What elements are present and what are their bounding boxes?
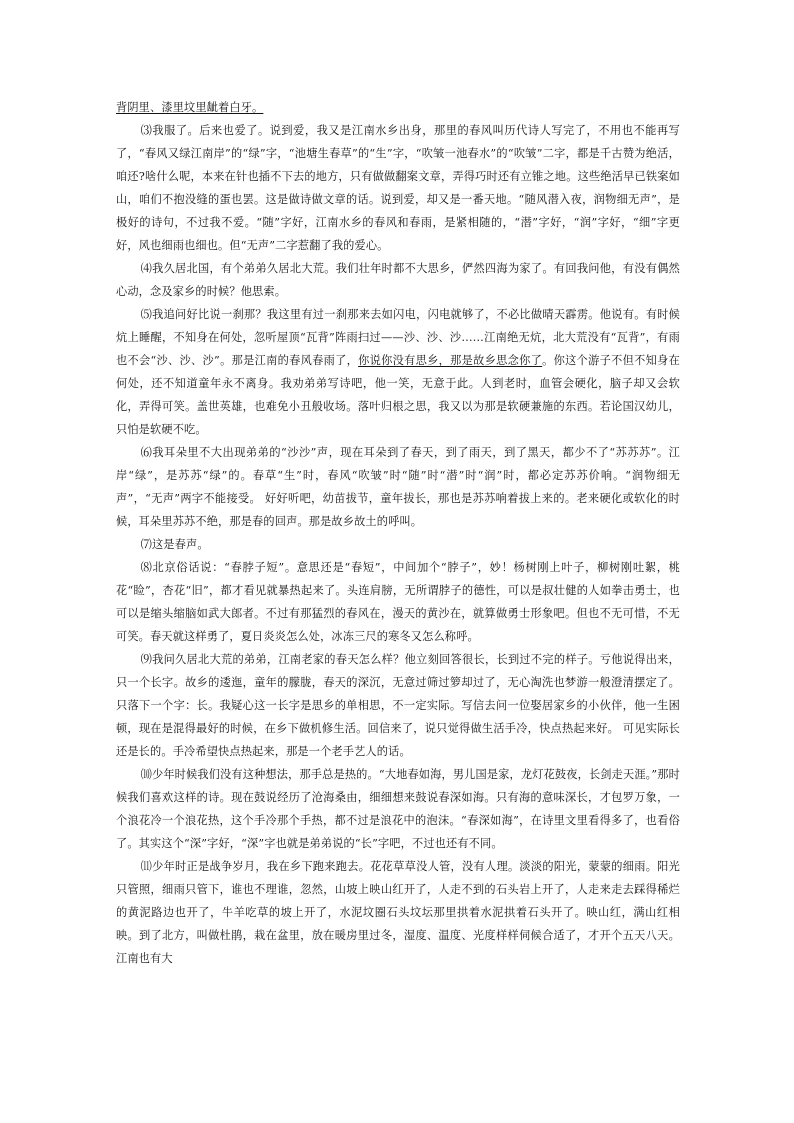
paragraph-10	[116, 763, 680, 855]
paragraph-9	[116, 648, 680, 763]
paragraph-text: ⑷我久居北国，有个弟弟久居北大荒。我们壮年时都不大思乡，俨然四海为家了。有回我问他，有没有偶然心动，念及家乡的时候？他思索。	[116, 262, 680, 298]
paragraph-7	[116, 533, 680, 556]
paragraph-text: ⑹我耳朵里不大出现弟弟的“沙沙”声，现在耳朵到了春天，到了雨天，到了黑天，都少不了“苏苏苏”。江岸“绿”，是苏苏“绿”的。春草“生”时，春风“吹皱”时“随”时“潜”时“润”时，都必定苏苏价响。“润物细无声”，“无声”两字不能接受。 好好听吧，幼苗拔节，童年拔长，那也是苏苏响着拔上来的。老来硬化或软化的时候，耳朵里苏苏不绝，那是春的回声。那是故乡故土的呼叫。	[116, 446, 680, 528]
paragraph-text: ⑾少年时正是战争岁月，我在乡下跑来跑去。花花草草没人管，没有人理。淡淡的阳光，蒙蒙的细雨。阳光只管照，细雨只管下，谁也不理谁，忽然，山坡上映山红开了，人走不到的石头岩上开了，人走来走去踩得稀烂的黄泥路边也开了，牛羊吃草的坡上开了，水泥坟圈石头坟坛那里拱着水泥拱着石头开了。映山红，满山红相映。到了北方，叫做杜鹃，栽在盆里，放在暖房里过冬，湿度、温度、光度样样伺候合适了，才开个五天八天。 江南也有大	[116, 860, 680, 965]
article-body	[116, 96, 680, 970]
paragraph-text: ⑺这是春声。	[140, 538, 209, 551]
paragraph-text: 背阴里、漆里坟里龇着白牙。	[116, 101, 264, 114]
paragraph-text: ⑼我问久居北大荒的弟弟，江南老家的春天怎么样？他立刻回答很长，长到过不完的样子。亏他说得出来，只一个长字。故乡的逶迤，童年的朦胧，春天的深沉，无意过筛过箩却过了，无心淘洗也梦游一般澄清摆定了。只落下一个字：长。我疑心这一长字是思乡的单相思，不一定实际。写信去问一位娶居家乡的小伙伴，他一生困顿，现在是混得最好的时候，在乡下做机修生活。回信来了，说只觉得做生活手冷，快点热起来好。 可见实际长还是长的。手冷希望快点热起来，那是一个老手艺人的话。	[116, 653, 680, 758]
paragraph-4	[116, 257, 680, 303]
paragraph-11	[116, 855, 680, 970]
paragraph-3	[116, 119, 680, 257]
paragraph-text: ⑸我追问好比说一刹那？我这里有过一刹那来去如闪电，闪电就够了，不必比做晴天霹雳。他说有。有时候炕上睡醒，不知身在何处，忽听屋顶“瓦背”阵雨扫过——沙、沙、沙……江南绝无炕，北大荒没有“瓦背”，有雨也不会“沙、沙、沙”。那是江南的春风春雨了，	[116, 308, 680, 367]
paragraph-text: 。你这个游子不但不知身在何处，还不知道童年永不离身。我劝弟弟写诗吧，他一笑，无意于此。人到老时，血管会硬化，脑子却又会软化，弄得可笑。盖世英雄，也难免小丑般收场。落叶归根之思，我又以为那是软硬兼施的东西。若论国汉幼儿，只怕是软硬不吃。	[116, 354, 680, 436]
paragraph-5	[116, 303, 680, 441]
paragraph-6	[116, 441, 680, 533]
underlined-sentence: 你说你没有思乡，那是故乡思念你了	[358, 354, 543, 367]
paragraph-continuation	[116, 96, 680, 119]
paragraph-8	[116, 556, 680, 648]
paragraph-text: ⑶我服了。后来也爱了。说到爱，我又是江南水乡出身，那里的春风叫历代诗人写完了，不用也不能再写了，“春风又绿江南岸”的“绿”字，“池塘生春草”的“生”字，“吹皱一池春水”的“吹皱”二字，都是千古赞为绝活，咱还?啥什么呢，本来在针也插不下去的地方，只有做做翻案文章，弄得巧时还有立锥之地。这些绝活早已铁案如山，咱们不抱没缝的蛋也罢。这是做诗做文章的话。说到爱，却又是一番天地。“随风潜入夜，润物细无声”，是极好的诗句，不过我不爱。“随”字好，江南水乡的春风和春雨，是紧相随的，“潜”字好，“润”字好，“细”字更好，风也细雨也细也。但“无声”二字惹翻了我的爱心。	[116, 124, 680, 252]
paragraph-text: ⑽少年时候我们没有这种想法，那手总是热的。“大地春如海，男儿国是家，龙灯花鼓夜，长剑走天涯。”那时候我们喜欢这样的诗。现在鼓说经历了沧海桑由，细细想来鼓说春深如海。只有海的意味深长，才包罗万象，一个浪花冷一个浪花热，这个手冷那个手热，都不过是浪花中的泡沫。“春深如海”，在诗里文里看得多了，也看俗了。其实这个“深”字好，“深”字也就是弟弟说的“长”字吧，不过也还有不同。	[116, 768, 680, 850]
paragraph-text: ⑻北京俗话说：“春脖子短”。意思还是“春短”，中间加个“脖子”，妙！杨树刚上叶子，柳树刚吐絮，桃花“睑”，杏花“旧”，都才看见就暴热起来了。头连肩膀，无所谓脖子的德性，可以是叔壮健的人如拳击勇士，也可以是缩头缩脑如武大郎者。不过有那猛烈的春风在，漫天的黄沙在，就算做勇士形象吧。但也不无可惜，不无可笑。春天就这样勇了，夏日炎炎怎么处，冰冻三尺的寒冬又怎么称呼。	[116, 561, 680, 643]
